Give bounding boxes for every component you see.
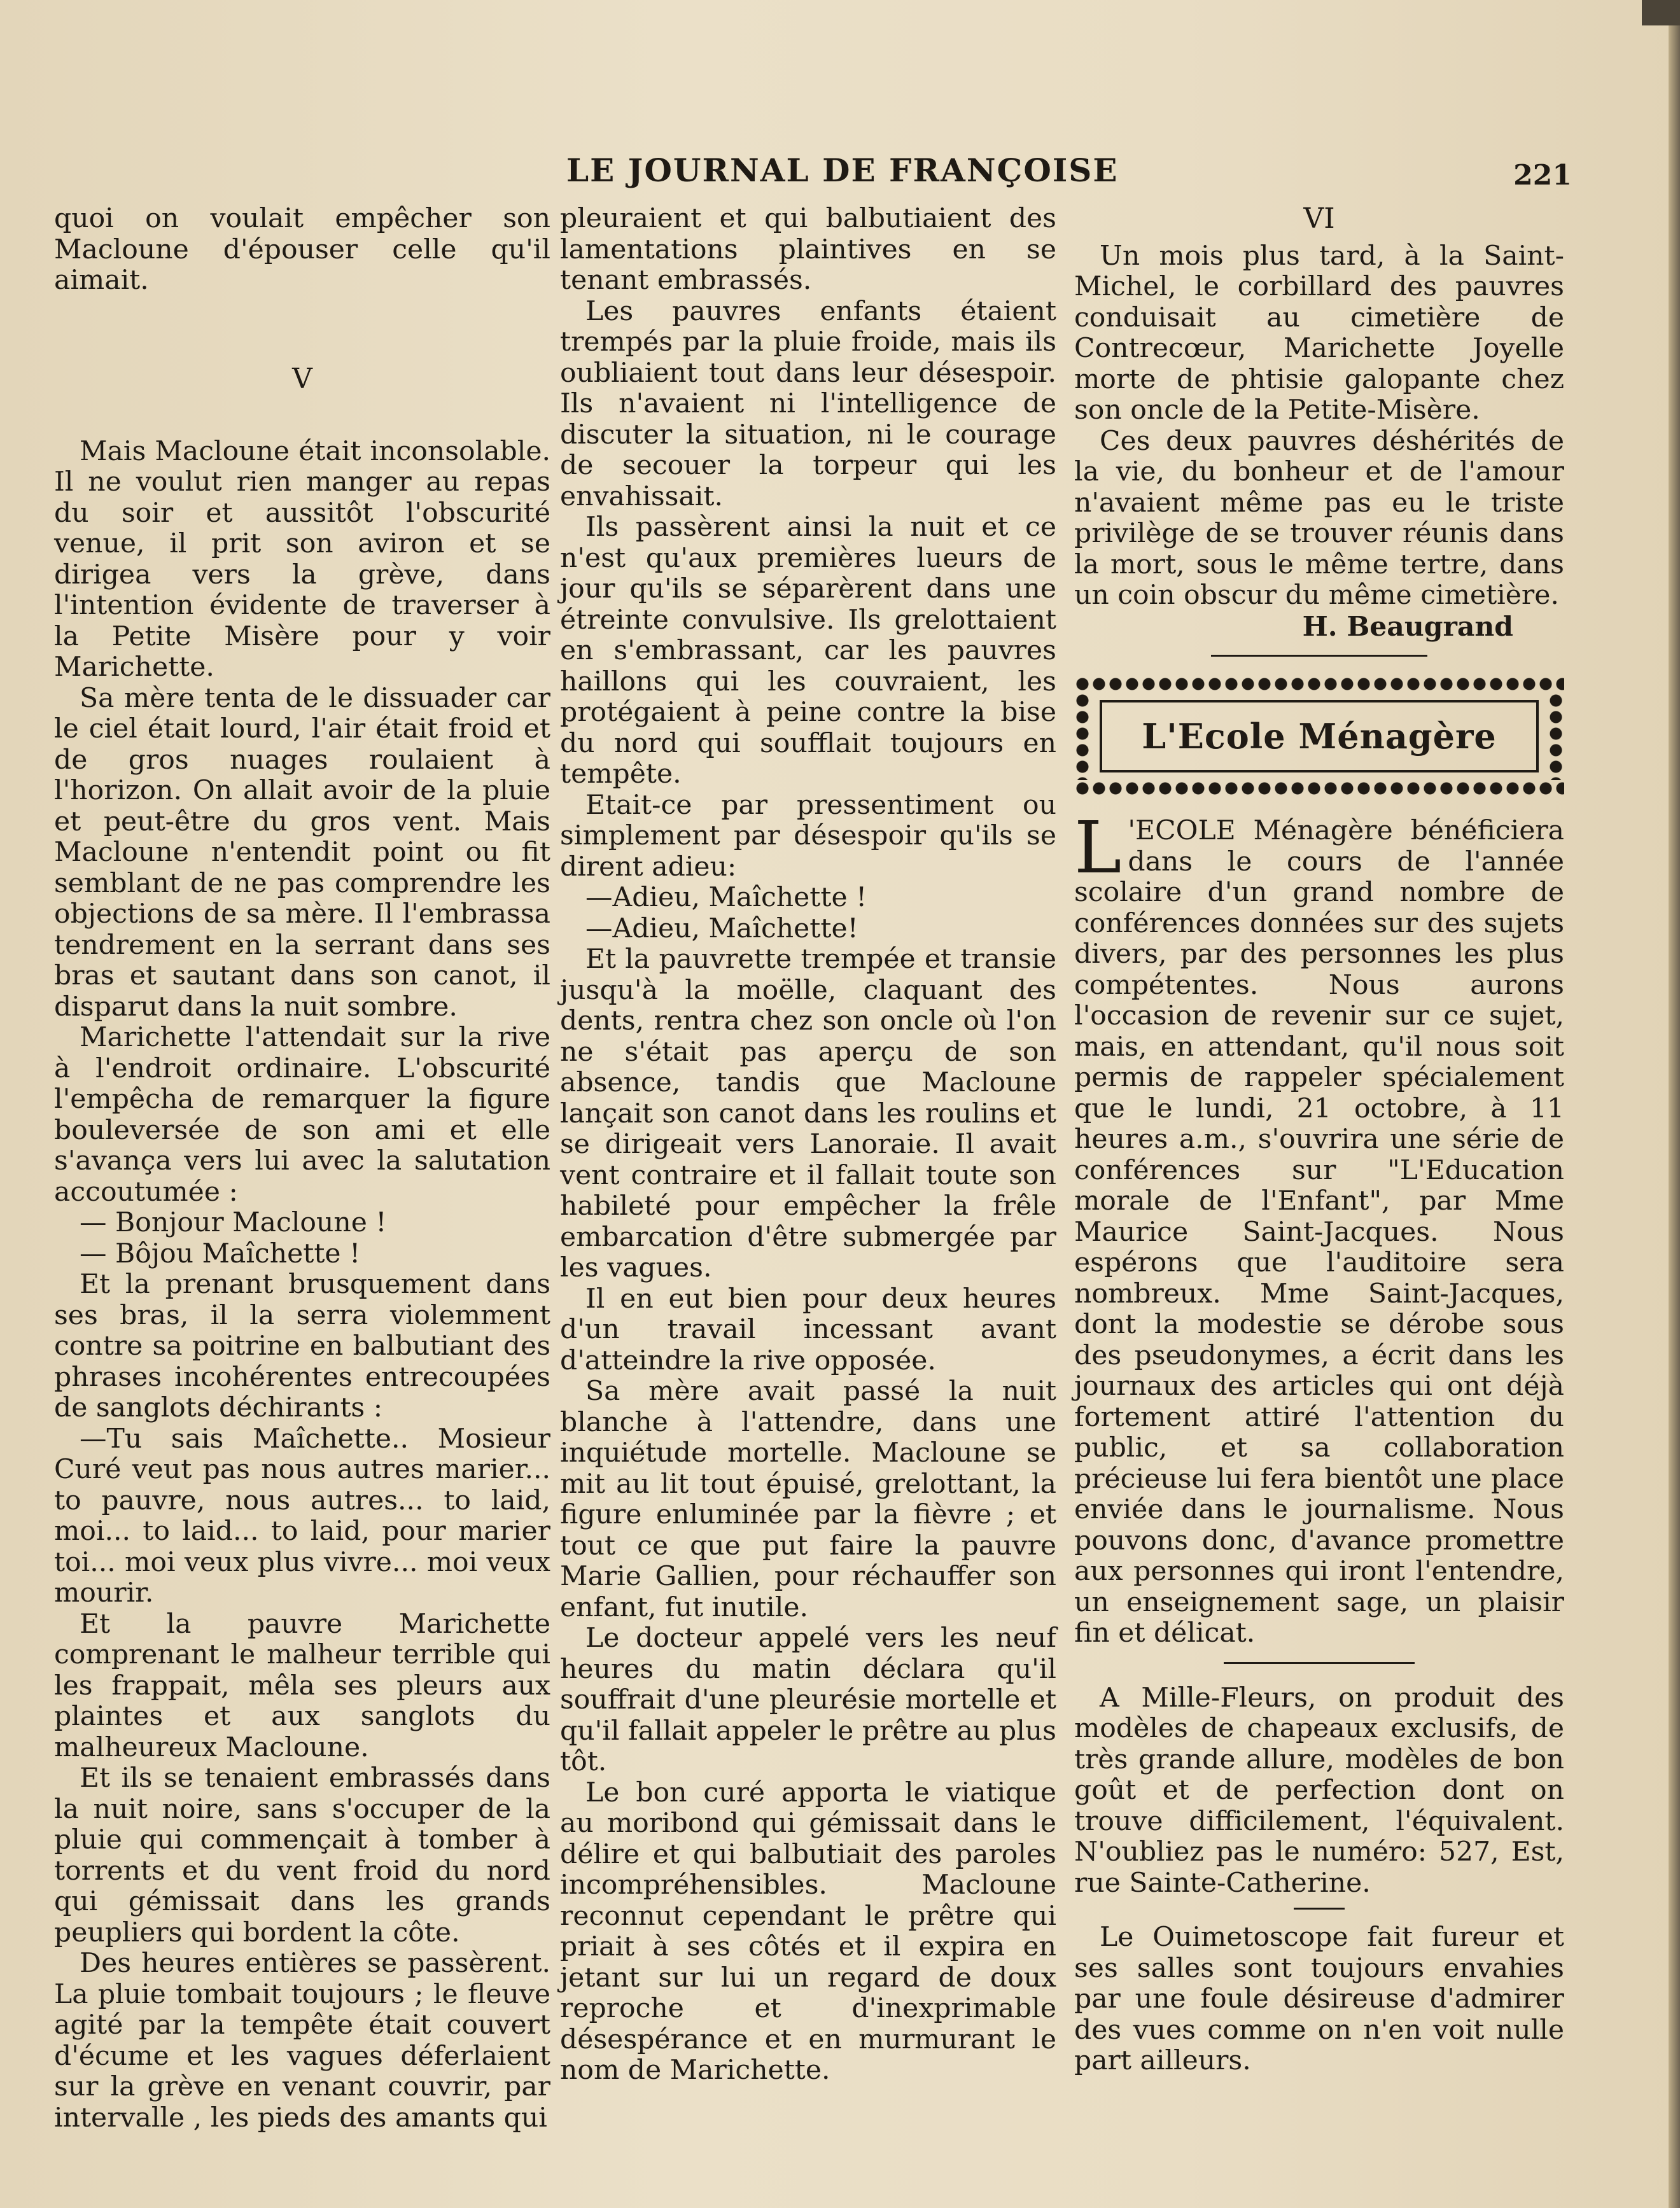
advertisement: A Mille-Fleurs, on produit des modèles de chapeaux exclusifs, de très grande allure, modèles de bon goût et de perfection dont on trouve difficilement, l'équivalent. N'oubliez pas le numéro: 527, Est, rue Sainte-Catherine. (1074, 1682, 1564, 1899)
column-2 (560, 204, 1056, 2086)
paragraph: Le bon curé apporta le viatique au moribond qui gémissait dans le délire et qui balbutiait des paroles incompréhensibles. Macloune reconnut cependant le prêtre qui priait à ses côtés et il expira en jetant sur lui un regard de doux reproche et d'inexprimable désespérance et en murmurant le nom de Marichette. (560, 1777, 1056, 2086)
paragraph: Un mois plus tard, à la Saint-Michel, le corbillard des pauvres conduisait au cimetière de Contrecœur, Marichette Joyelle morte de phtisie galopante chez son oncle de la Petite-Misère. (1074, 240, 1564, 426)
divider (1294, 1908, 1345, 1910)
page-corner (1642, 0, 1680, 25)
paragraph: Le docteur appelé vers les neuf heures du matin déclara qu'il souffrait d'une pleurésie mortelle et qu'il fallait appeler le prêtre au plus tôt. (560, 1623, 1056, 1777)
title-frame (1100, 700, 1539, 772)
dialogue-line: — Bôjou Maîchette ! (80, 1238, 361, 1269)
section-title: L'Ecole Ménagère (1142, 715, 1497, 757)
paragraph: —Tu sais Maîchette.. Mosieur Curé veut pas nous autres marier... to pauvre, nous autres... to laid, moi... to laid... to laid, pour marier toi... moi veux plus vivre... moi veux mourir. (54, 1423, 550, 1609)
column-1 (54, 204, 550, 2134)
dialogue-line: —Adieu, Maîchette! (585, 912, 858, 944)
dotted-border (1074, 676, 1564, 692)
paragraph (1074, 807, 1564, 1649)
paragraph: Et la prenant brusquement dans ses bras, il la serra violemment contre sa poitrine en balbutiant des phrases incohérentes entrecoupées de sanglots déchirants : (54, 1269, 550, 1423)
paragraph: pleuraient et qui balbutiaient des lamentations plaintives en se tenant embrassés. (560, 203, 1056, 296)
dotted-border (1074, 780, 1564, 797)
page-header (57, 146, 1572, 191)
paragraph: Ces deux pauvres déshérités de la vie, du bonheur et de l'amour n'avaient même pas eu le triste privilège de se trouver réunis dans la mort, sous le même tertre, dans un coin obscur du même cimetière. (1074, 425, 1564, 611)
paragraph: Il en eut bien pour deux heures d'un travail incessant avant d'atteindre la rive opposée. (560, 1283, 1056, 1376)
journal-title: LE JOURNAL DE FRANÇOISE (566, 151, 1119, 189)
dotted-border (1074, 692, 1091, 780)
paragraph-text: 'ECOLE Ménagère bénéficiera dans le cours de l'année scolaire d'un grand nombre de conférences données sur des sujets divers, par des personnes les plus compétentes. Nous aurons l'occasion de revenir sur ce sujet, mais, en attendant, qu'il nous soit permis de rappeler spécialement que le lundi, 21 octobre, à 11 heures a.m., s'ouvrira une série de conférences sur "L'Education morale de l'Enfant", par Mme Maurice Saint-Jacques. Nous espérons que l'auditoire sera nombreux. Mme Saint-Jacques, dont la modestie se dérobe sous des pseudonymes, a écrit dans les journaux des articles qui ont déjà fortement attiré l'attention du public, et sa collaboration précieuse lui fera bientôt une place enviée dans le journalisme. Nous pouvons donc, d'avance promettre aux personnes qui iront l'entendre, un enseignement sage, un plaisir fin et délicat. (1074, 815, 1564, 1649)
divider (1211, 655, 1427, 657)
section-heading-v: V (292, 362, 312, 395)
paragraph: quoi on voulait empêcher son Macloune d'épouser celle qu'il aimait. (54, 203, 550, 296)
section-heading-vi: VI (1303, 202, 1335, 235)
paragraph: Sa mère avait passé la nuit blanche à l'attendre, dans une inquiétude mortelle. Macloune se mit au lit tout épuisé, grelottant, la figure enluminée par la fièvre ; et tout ce que put faire la pauvre Marie Gallien, pour réchauffer son enfant, fut inutile. (560, 1376, 1056, 1623)
section-title-box (1074, 676, 1564, 797)
paragraph: Les pauvres enfants étaient trempés par la pluie froide, mais ils oubliaient tout dans leur désespoir. Ils n'avaient ni l'intelligence de discuter la situation, ni le courage de secouer la torpeur qui les envahissait. (560, 295, 1056, 512)
paragraph: Ils passèrent ainsi la nuit et ce n'est qu'aux premières lueurs de jour qu'ils se séparèrent dans une étreinte convulsive. Ils grelottaient en s'embrassant, car les pauvres haillons qui les couvraient, les protégaient à peine contre la bise du nord qui soufflait toujours en tempête. (560, 512, 1056, 790)
paragraph: Et la pauvre Marichette comprenant le malheur terrible qui les frappait, mêla ses pleurs aux plaintes et aux sanglots du malheureux Macloune. (54, 1608, 550, 1763)
page-edge (1669, 0, 1680, 2208)
paragraph: Mais Macloune était inconsolable. Il ne voulut rien manger au repas du soir et aussitôt l'obscurité venue, il prit son aviron et se dirigea vers la grève, dans l'intention évidente de traverser à la Petite Misère pour y voir Marichette. (54, 435, 550, 683)
dotted-border (1548, 692, 1564, 780)
page-number: 221 (1513, 159, 1572, 192)
dialogue-line: — Bonjour Macloune ! (80, 1207, 387, 1238)
advertisement: Le Ouimetoscope fait fureur et ses salles sont toujours envahies par une foule désireuse d'admirer des vues comme on n'en voit nulle part ailleurs. (1074, 1922, 1564, 2076)
dialogue-line: —Adieu, Maîchette ! (585, 882, 867, 913)
paragraph: Et la pauvrette trempée et transie jusqu'à la moëlle, claquant des dents, rentra chez son oncle où l'on ne s'était pas aperçu de son absence, tandis que Macloune lançait son canot dans les roulins et se dirigeait vers Lanoraie. Il avait vent contraire et il fallait toute son habileté pour empêcher la frêle embarcation d'être submergée par les vagues. (560, 944, 1056, 1283)
paragraph: Marichette l'attendait sur la rive à l'endroit ordinaire. L'obscurité l'empêcha de remarquer la figure bouleversée de son ami et elle s'avança vers lui avec la salutation accoutumée : (54, 1022, 550, 1208)
paragraph: Etait-ce par pressentiment ou simplement par désespoir qu'ils se dirent adieu: (560, 789, 1056, 883)
paragraph: Et ils se tenaient embrassés dans la nuit noire, sans s'occuper de la pluie qui commençait à tomber à torrents et du vent froid du nord qui gémissait dans les grands peupliers qui bordent la côte. (54, 1763, 550, 1948)
paragraph: Sa mère tenta de le dissuader car le ciel était lourd, l'air était froid et de gros nuages roulaient à l'horizon. On allait avoir de la pluie et peut-être du gros vent. Mais Macloune n'entendit point ou fit semblant de ne pas comprendre les objections de sa mère. Il l'embrassa tendrement en la serrant dans ses bras et sautant dans son canot, il disparut dans la nuit sombre. (54, 682, 550, 1023)
paragraph: Des heures entières se passèrent. La pluie tombait toujours ; le fleuve agité par la tempête était couvert d'écume et les vagues déferlaient sur la grève en venant couvrir, par intervalle , les pieds des amants qui (54, 1948, 550, 2134)
divider (1224, 1662, 1415, 1664)
author-signature: H. Beaugrand (1302, 610, 1513, 643)
drop-cap: L (1074, 807, 1122, 890)
column-3 (1074, 204, 1564, 2077)
